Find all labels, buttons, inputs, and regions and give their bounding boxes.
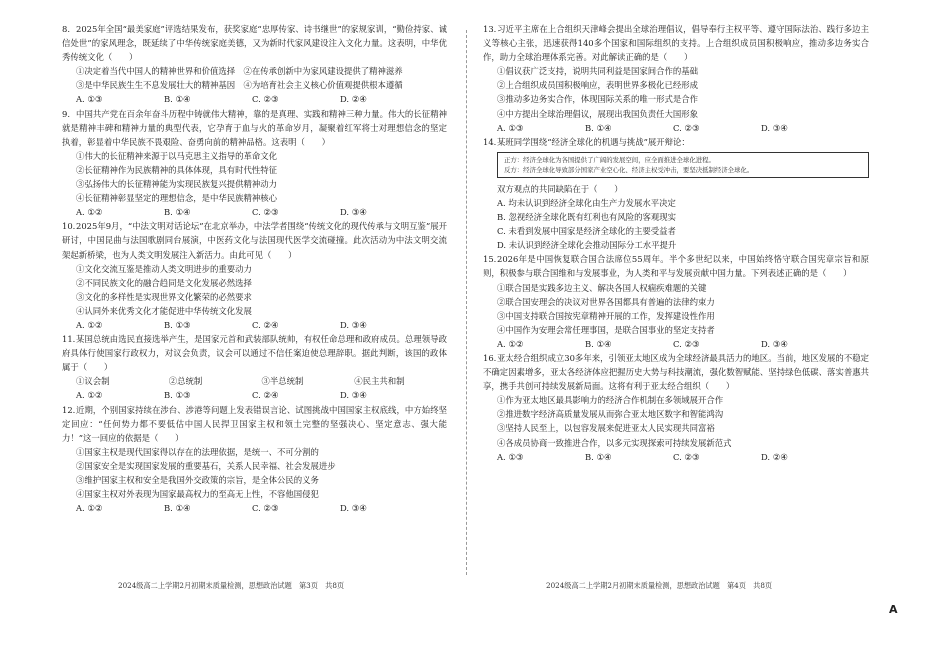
inline-option: ④民主共和制 xyxy=(354,376,405,387)
column-divider xyxy=(466,30,467,575)
question-block xyxy=(62,332,447,402)
statement-line: ①文化交流互鉴是推动人类文明进步的重要动力 xyxy=(76,263,252,274)
question-number: 10. xyxy=(62,221,76,232)
question-number: 16. xyxy=(483,352,497,363)
inline-option: ②总统制 xyxy=(168,376,203,387)
question-stem xyxy=(62,219,447,261)
answer-choice: A. ①② xyxy=(76,207,103,218)
statement-line: ③弘扬伟大的长征精神能为实现民族复兴提供精神动力 xyxy=(76,179,277,190)
answer-choice: B. ①④ xyxy=(585,122,612,133)
answer-choice: C. ②④ xyxy=(252,390,279,401)
answer-choice: C. ②③ xyxy=(673,122,700,133)
question-block xyxy=(483,351,869,464)
right-column xyxy=(483,22,869,464)
answer-choice: A. ①② xyxy=(76,319,103,330)
question-text: 近期，个别国家持续在涉台、涉港等问题上发表错误言论、试图挑战中国国家主权底线，中方始终坚定回应：“任何势力都不要低估中国人民捍卫国家主权和领土完整的坚强决心、坚定意志、强大能力！”这一回应的依据是（ ） xyxy=(62,404,447,443)
question-text: 某国总统由选民直接选举产生，是国家元首和武装部队统帅，有权任命总理和政府成员。总理领导政府具体行使国家行政权力，对议会负责，议会可以通过不信任案迫使总理辞职。据此判断，该国的政体属于（ ） xyxy=(62,334,447,373)
statement-line: ①伟大的长征精神来源于以马克思主义指导的革命文化 xyxy=(76,150,277,161)
statement-line: ④中国作为安理会常任理事国，是联合国事业的坚定支持者 xyxy=(497,324,715,335)
answer-choice: C. ②③ xyxy=(252,94,279,105)
statement-line: ④认同外来优秀文化才能促进中华传统文化发展 xyxy=(76,305,252,316)
question-number: 15. xyxy=(483,254,497,265)
statement-line: ④国家主权对外表现为国家最高权力的至高无上性，不容他国侵犯 xyxy=(76,489,319,500)
paper-version-mark: A xyxy=(889,603,898,616)
answer-choices xyxy=(62,92,447,106)
answer-choice: B. ①③ xyxy=(164,319,191,330)
question-number: 8. xyxy=(62,24,70,34)
statement-line: ①作为亚太地区最具影响力的经济合作机制在多领域展开合作 xyxy=(497,395,724,406)
answer-choice: A. ①③ xyxy=(76,94,103,105)
answer-choice: C. ②③ xyxy=(673,338,700,349)
answer-choice: C. ②③ xyxy=(252,503,279,514)
statement-line: ②上合组织成员国积极响应，表明世界多极化已经形成 xyxy=(497,80,698,91)
statement-line: D. 未认识到经济全球化会推动国际分工水平提升 xyxy=(497,240,677,251)
statement-line: ②联合国安理会的决议对世界各国都具有普遍的法律约束力 xyxy=(497,296,715,307)
question-number: 12. xyxy=(62,404,76,415)
question-text: 某班同学围绕“经济全球化的机遇与挑战”展开辩论： xyxy=(497,136,690,147)
answer-choices xyxy=(483,121,869,135)
answer-choice: D. ③④ xyxy=(761,338,788,349)
statement-line: ③是中华民族生生不息发展壮大的精神基因 ④为培育社会主义核心价值观提供根本遵循 xyxy=(76,80,403,91)
question-stem xyxy=(62,332,447,374)
answer-choice: C. ②④ xyxy=(252,319,279,330)
question-text-continued: 双方观点的共同缺陷在于（ ） xyxy=(497,183,623,194)
answer-choice: A. ①③ xyxy=(497,451,524,462)
debate-box xyxy=(497,152,869,178)
question-text: 习近平主席在上合组织天津峰会提出全球治理倡议，倡导奉行主权平等、遵守国际法治、践行多边主义等核心主张，迅速获得140多个国家和国际组织的支持。上合组织成员国积极响应，推动多边务实合作，助力全球治理体系完善。对此解读正确的是（ ） xyxy=(483,24,869,63)
answer-choice: A. ①② xyxy=(497,338,524,349)
statement-line: B. 忽视经济全球化既有红利也有风险的客观现实 xyxy=(497,212,676,223)
question-number: 11. xyxy=(62,334,76,345)
statement-line: ②推进数字经济高质量发展从而弥合亚太地区数字和智能鸿沟 xyxy=(497,409,724,420)
inline-option: ①议会制 xyxy=(76,376,110,387)
statement-line: ②国家安全是实现国家发展的重要基石，关系人民幸福、社会发展进步 xyxy=(76,460,336,471)
answer-choices xyxy=(483,450,869,464)
answer-choice: D. ②④ xyxy=(340,94,367,105)
statement-line: C. 未看到发展中国家是经济全球化的主要受益者 xyxy=(497,226,676,237)
statement-line: ①决定着当代中国人的精神世界和价值选择 ②在传承创新中为家风建设提供了精神滋养 xyxy=(76,66,403,77)
answer-choice: B. ①④ xyxy=(164,94,191,105)
answer-choice: D. ②④ xyxy=(761,451,788,462)
question-stem xyxy=(483,135,869,149)
statement-line: ③文化的多样性是实现世界文化繁荣的必然要求 xyxy=(76,291,252,302)
page-footer-left: 2024级高二上学期2月初期末质量检测，思想政治试题 第3页 共8页 xyxy=(118,581,345,590)
answer-choices xyxy=(62,501,447,515)
question-text: 2025年全国“最美家庭”评选结果发布，获奖家庭“忠厚传家、诗书继世”的家规家训，“勤俭持家、诚信处世”的家风理念，既延续了中华传统家庭美德，又为新时代家风建设注入文化力量。这表明，中华优秀传统文化（ ） xyxy=(62,24,447,63)
answer-choice: A. ①③ xyxy=(497,122,524,133)
answer-choice: D. ③④ xyxy=(340,319,367,330)
statement-line: ①倡议获广泛支持，说明共同利益是国家间合作的基础 xyxy=(497,66,698,77)
statement-line: ④中方提出全球治理倡议，展现出我国负责任大国形象 xyxy=(497,108,698,119)
debate-line: 正方：经济全球化为各国提供了广阔的发展空间，应全面推进全球化进程。 xyxy=(504,155,715,164)
page-footer-right: 2024级高二上学期2月初期末质量检测，思想政治试题 第4页 共8页 xyxy=(546,581,773,590)
debate-line: 反方：经济全球化导致部分国家产业空心化、经济主权受冲击，要坚决抵制经济全球化。 xyxy=(504,165,754,174)
statement-line: ④各成员协商一致推进合作，以多元实现探索可持续发展新范式 xyxy=(497,437,732,448)
question-text: 中国共产党在百余年奋斗历程中铸就伟大精神，靠的是真理、实践和精神三种力量。伟大的长征精神就是精神丰碑和精神力量的典型代表，它孕育于血与火的革命岁月，凝聚着红军将士对理想信念的坚定执着，彰显着中华民族不畏艰险、奋勇向前的精神品格。这表明（ ） xyxy=(62,108,447,147)
answer-choice: B. ①④ xyxy=(585,338,612,349)
statement-line: ③中国支持联合国按宪章精神开展的工作，发挥建设性作用 xyxy=(497,310,715,321)
question-number: 14. xyxy=(483,136,497,147)
question-stem xyxy=(62,107,447,149)
question-block xyxy=(62,22,447,107)
answer-choice: B. ①③ xyxy=(164,390,191,401)
inline-options xyxy=(62,374,447,388)
answer-choice: D. ③④ xyxy=(761,122,788,133)
statement-line: A. 均未认识到经济全球化由生产力发展水平决定 xyxy=(497,197,676,208)
question-block xyxy=(483,135,869,253)
answer-choices xyxy=(62,205,447,219)
answer-choice: A. ①② xyxy=(76,503,103,514)
answer-choice: D. ③④ xyxy=(340,390,367,401)
answer-choice: D. ③④ xyxy=(340,503,367,514)
answer-choice: C. ②③ xyxy=(673,451,700,462)
answer-choice: D. ③④ xyxy=(340,207,367,218)
question-stem xyxy=(62,22,447,64)
left-column xyxy=(62,22,447,515)
answer-choice: B. ①④ xyxy=(585,451,612,462)
statement-line: ②长征精神作为民族精神的具体体现，具有时代性特征 xyxy=(76,164,277,175)
statement-line: ②不同民族文化的融合趋同是文化发展必然选择 xyxy=(76,277,252,288)
statement-line: ③维护国家主权和安全是我国外交政策的宗旨，是全体公民的义务 xyxy=(76,475,319,485)
question-block xyxy=(483,22,869,135)
question-block xyxy=(62,107,447,220)
question-block xyxy=(62,403,447,516)
question-text: 亚太经合组织成立30多年来，引领亚太地区成为全球经济最具活力的地区。当前，地区发展的不稳定不确定因素增多，亚太各经济体应把握历史大势与科技潮流，强化数智赋能、坚持绿色低碳、落实普惠共享，携手共创可持续发展新局面。这将有利于亚太经合组织（ ） xyxy=(483,352,869,392)
question-stem xyxy=(483,252,869,280)
statement-line: ③坚持人民至上，以包容发展来促进亚太人民实现共同富裕 xyxy=(497,423,715,434)
answer-choices xyxy=(483,337,869,351)
question-block xyxy=(483,252,869,351)
statement-line: ①联合国是实践多边主义、解决各国人权痼疾难题的关键 xyxy=(497,282,707,293)
question-number: 9. xyxy=(62,108,70,119)
answer-choice: A. ①② xyxy=(76,390,103,401)
question-number: 13. xyxy=(483,24,497,34)
statement-line: ④长征精神彰显坚定的理想信念，是中华民族精神核心 xyxy=(76,193,277,204)
question-stem xyxy=(62,403,447,445)
question-block xyxy=(62,219,447,332)
answer-choice: B. ①④ xyxy=(164,207,191,218)
statement-line: ①国家主权是现代国家得以存在的法理依据，是统一、不可分割的 xyxy=(76,446,319,457)
answer-choice: C. ②③ xyxy=(252,207,279,218)
question-text: 2026年是中国恢复联合国合法席位55周年。半个多世纪以来，中国始终恪守联合国宪章宗旨和原则，积极参与联合国维和与发展事业，为人类和平与发展贡献中国力量。下列表述正确的是（ ） xyxy=(483,254,869,279)
answer-choices xyxy=(62,318,447,332)
inline-option: ③半总统制 xyxy=(261,376,304,387)
question-stem xyxy=(483,22,869,64)
question-text: 2025年9月，“中法文明对话论坛”在北京举办，中法学者围绕“传统文化的现代传承与文明互鉴”展开研讨，中国昆曲与法国歌剧同台展演，中医药文化与法国现代医学交流碰撞。此次活动为中法文明交流架起新桥梁，也为人类文明发展注入新活力。由此可见（ ） xyxy=(62,221,447,260)
question-stem xyxy=(483,351,869,393)
statement-line: ③推动多边务实合作，体现国际关系的唯一形式是合作 xyxy=(497,94,698,105)
answer-choice: B. ①④ xyxy=(164,503,191,514)
answer-choices xyxy=(62,388,447,402)
